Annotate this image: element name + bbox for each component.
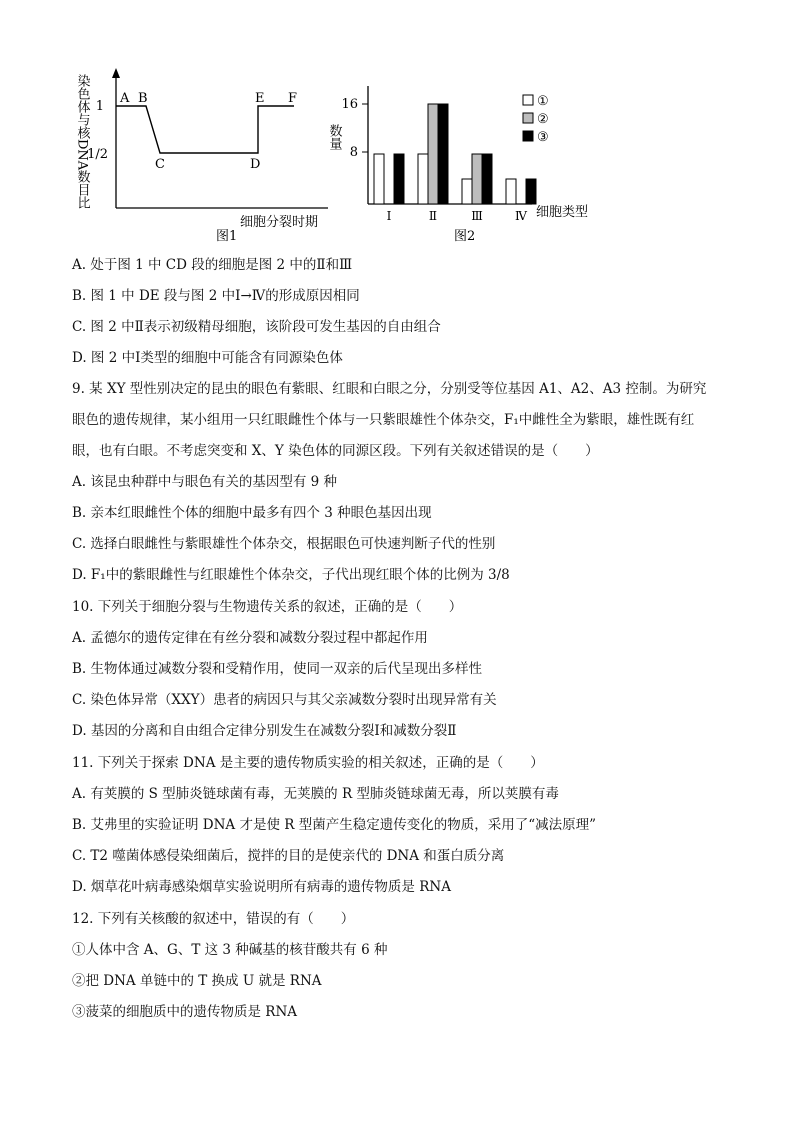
figure-1-line-chart [72,62,342,244]
q10-option-d: D. 基因的分离和自由组合定律分别发生在减数分裂Ⅰ和减数分裂Ⅱ [72,723,457,739]
fig2-ylabel: 数量 [326,124,342,150]
fig1-point-C: C [155,157,165,172]
legend-label-1: ① [537,94,549,109]
bar-3-series-3 [482,154,492,204]
q12-stem: 12. 下列有关核酸的叙述中，错误的有（ ） [72,911,355,927]
q9-stem-line-1: 9. 某 XY 型性别决定的昆虫的眼色有紫眼、红眼和白眼之分，分别受等位基因 A1、A2、A3 控制。为研究 [72,381,707,397]
fig1-y-arrow [112,68,120,78]
q8-option-d: D. 图 2 中Ⅰ类型的细胞中可能含有同源染色体 [72,350,343,366]
q8-option-b: B. 图 1 中 DE 段与图 2 中Ⅰ→Ⅳ的形成原因相同 [72,288,360,304]
bar-1-series-3 [394,154,404,204]
q9-option-c: C. 选择白眼雌性与紫眼雄性个体杂交，根据眼色可快速判断子代的性别 [72,536,496,552]
fig2-category-2: Ⅱ [428,209,438,223]
legend-swatch-3 [523,131,533,141]
fig1-point-E: E [255,91,265,106]
q9-option-a: A. 该昆虫种群中与眼色有关的基因型有 9 种 [72,474,338,490]
fig1-point-F: F [288,91,298,106]
q11-option-d: D. 烟草花叶病毒感染烟草实验说明所有病毒的遗传物质是 RNA [72,879,451,895]
q10-option-a: A. 孟德尔的遗传定律在有丝分裂和减数分裂过程中都起作用 [72,630,428,646]
bar-2-series-3 [438,104,448,204]
q8-option-a: A. 处于图 1 中 CD 段的细胞是图 2 中的Ⅱ和Ⅲ [72,257,353,273]
bar-3-series-1 [462,179,472,204]
q8-option-c: C. 图 2 中Ⅱ表示初级精母细胞，该阶段可发生基因的自由组合 [72,319,441,335]
fig1-point-B: B [138,91,148,106]
fig2-category-4: Ⅳ [515,209,527,223]
q9-stem-line-3: 眼，也有白眼。不考虑突变和 X、Y 染色体的同源区段。下列有关叙述错误的是（ ） [72,443,599,459]
bar-4-series-3 [526,179,536,204]
q10-option-b: B. 生物体通过减数分裂和受精作用，使同一双亲的后代呈现出多样性 [72,661,483,677]
bar-2-series-2 [428,104,438,204]
fig2-category-3: Ⅲ [471,209,483,223]
fig1-ylabel: 染色体与核DNA数目比 [74,74,90,210]
q12-item-1: ①人体中含 A、G、T 这 3 种碱基的核苷酸共有 6 种 [72,942,388,958]
fig1-point-D: D [250,157,261,172]
legend-swatch-1 [523,95,533,105]
fig2-tick-16: 16 [341,97,358,112]
fig2-xlabel: 细胞类型 [536,205,589,220]
q11-option-a: A. 有荚膜的 S 型肺炎链球菌有毒，无荚膜的 R 型肺炎链球菌无毒，所以荚膜有毒 [72,786,559,802]
legend-label-2: ② [537,112,549,127]
figure-2-bar-chart [326,80,616,244]
legend-label-3: ③ [537,130,549,145]
bar-3-series-2 [472,154,482,204]
fig2-category-labels [387,209,528,223]
fig1-caption: 图1 [216,229,238,244]
q9-option-d: D. F₁中的紫眼雌性与红眼雄性个体杂交，子代出现红眼个体的比例为 3/8 [72,567,510,583]
fig2-tick-8: 8 [349,145,358,160]
q11-stem: 11. 下列关于探索 DNA 是主要的遗传物质实验的相关叙述，正确的是（ ） [72,755,544,771]
q9-option-b: B. 亲本红眼雌性个体的细胞中最多有四个 3 种眼色基因出现 [72,505,432,521]
q12-item-2: ②把 DNA 单链中的 T 换成 U 就是 RNA [72,973,322,989]
q10-option-c: C. 染色体异常（XXY）患者的病因只与其父亲减数分裂时出现异常有关 [72,692,497,708]
bar-2-series-1 [418,154,428,204]
q11-option-c: C. T2 噬菌体感侵染细菌后，搅拌的目的是使亲代的 DNA 和蛋白质分离 [72,848,505,864]
q9-stem-line-2: 眼色的遗传规律，某小组用一只红眼雌性个体与一只紫眼雄性个体杂交，F₁中雌性全为紫眼，雄性既有红 [72,412,695,428]
fig2-caption: 图2 [454,229,476,244]
fig1-xlabel: 细胞分裂时期 [240,215,319,230]
fig1-data-line [116,106,294,153]
bar-1-series-1 [374,154,384,204]
q11-option-b: B. 艾弗里的实验证明 DNA 才是使 R 型菌产生稳定遗传变化的物质，采用了“减法原理” [72,817,597,833]
q12-item-3: ③菠菜的细胞质中的遗传物质是 RNA [72,1004,298,1020]
fig2-category-1: Ⅰ [386,209,392,223]
fig1-tick-1: 1 [95,99,104,114]
bar-4-series-1 [506,179,516,204]
fig2-bars [374,104,536,204]
fig1-point-A: A [120,91,130,106]
legend-swatch-2 [523,113,533,123]
fig1-tick-half: 1/2 [87,147,108,162]
q10-stem: 10. 下列关于细胞分裂与生物遗传关系的叙述，正确的是（ ） [72,599,463,615]
